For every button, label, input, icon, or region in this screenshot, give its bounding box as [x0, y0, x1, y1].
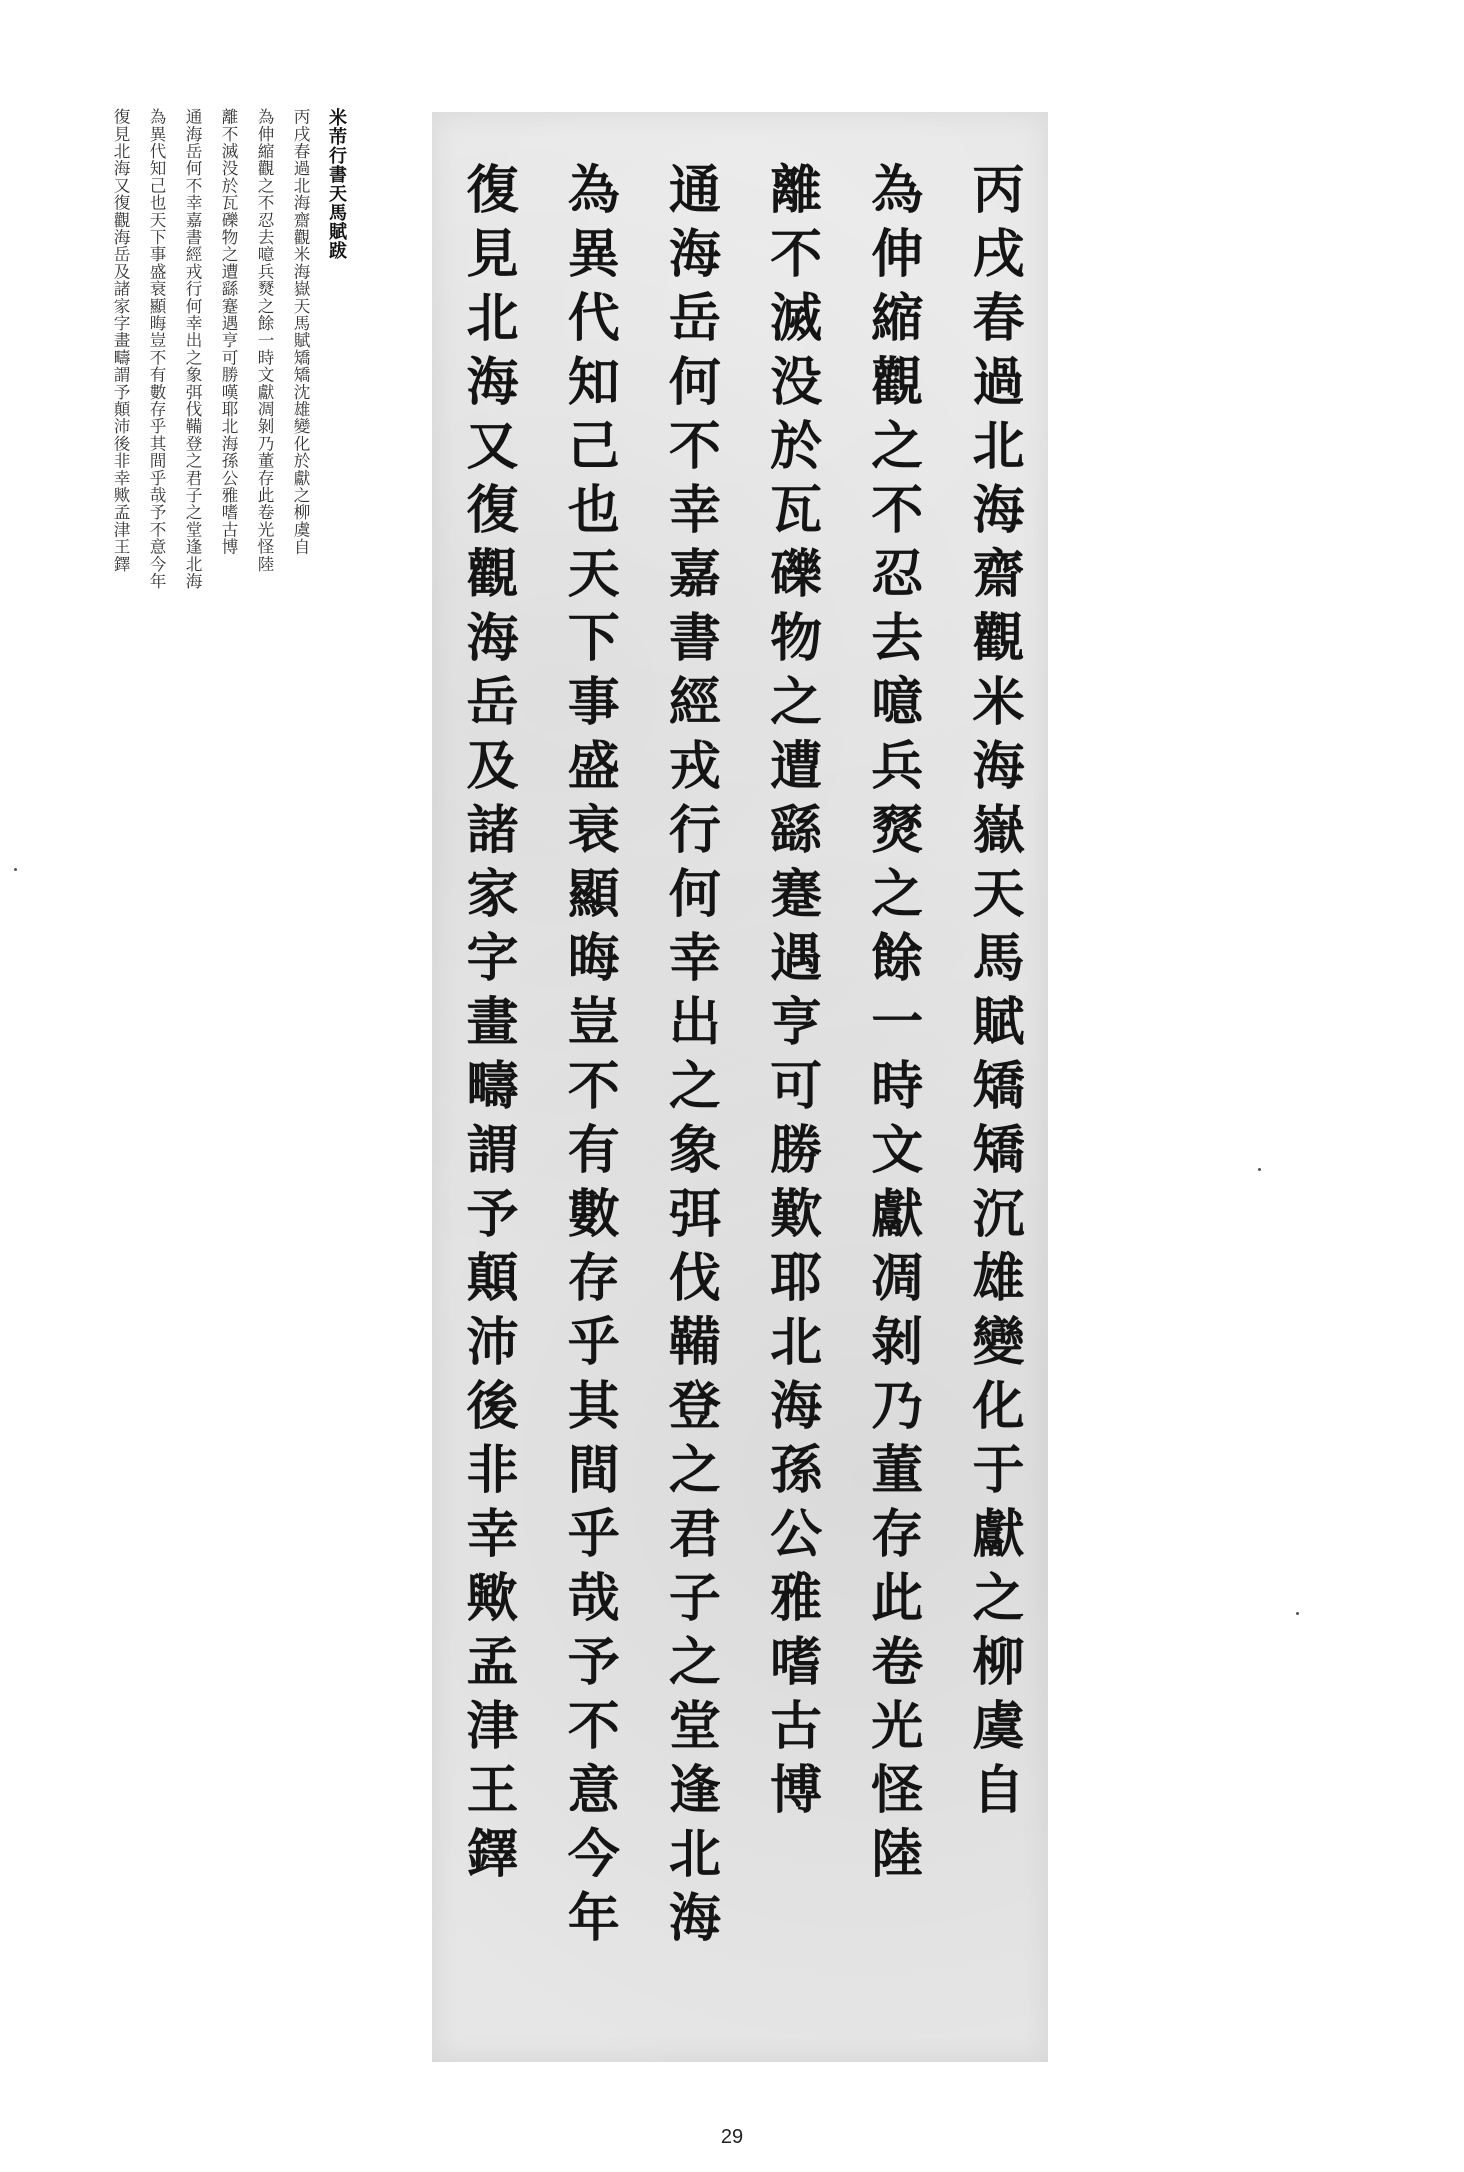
calligraphy-column: 離不滅没於瓦礫物之遭繇蹇遇亨可勝歎耶北海孫公雅嗜古博 [760, 162, 822, 1826]
caption-line: 通海岳何不幸嘉書經戎行何幸出之象弭伐鞴登之君子之堂逢北海 [183, 108, 202, 590]
scan-speck [14, 868, 17, 871]
caption-title: 米芾行書天馬賦跋 [326, 108, 347, 260]
calligraphy-plate [432, 112, 1048, 2062]
calligraphy-column: 為異代知己也天下事盛衰顯晦豈不有數存乎其間乎哉予不意今年 [558, 162, 620, 1954]
caption-line: 離不滅没於瓦礫物之遭繇蹇遇亨可勝嘆耶北海孫公雅嗜古博 [219, 108, 238, 556]
scan-speck [1258, 1168, 1261, 1171]
caption-block [76, 108, 348, 728]
calligraphy-column: 復見北海又復觀海岳及諸家字畫疇謂予顛沛後非幸歟孟津王鐸 [457, 162, 518, 1890]
calligraphy-columns [454, 162, 1026, 2022]
caption-line: 復見北海又復觀海岳及諸家字畫疇謂予顛沛後非幸歟孟津王鐸 [111, 108, 130, 573]
scan-speck [1296, 1612, 1299, 1615]
calligraphy-column: 丙戌春過北海齋觀米海嶽天馬賦矯矯沉雄變化于獻之柳虞自 [962, 162, 1024, 1826]
caption-line: 為異代知己也天下事盛衰顯晦豈不有數存乎其間乎哉予不意今年 [147, 108, 166, 590]
caption-line: 為伸縮觀之不忍去噫兵燹之餘一時文獻凋剝乃董存此卷光怪陸 [255, 108, 274, 573]
calligraphy-column: 為伸縮觀之不忍去噫兵燹之餘一時文獻凋剝乃董存此卷光怪陸 [861, 162, 923, 1890]
page-number: 29 [720, 2126, 744, 2148]
caption-line: 丙戌春過北海齋觀米海嶽天馬賦矯矯沈雄變化於獻之柳虞自 [291, 108, 310, 556]
calligraphy-column: 通海岳何不幸嘉書經戎行何幸出之象弭伐鞴登之君子之堂逢北海 [659, 162, 721, 1954]
